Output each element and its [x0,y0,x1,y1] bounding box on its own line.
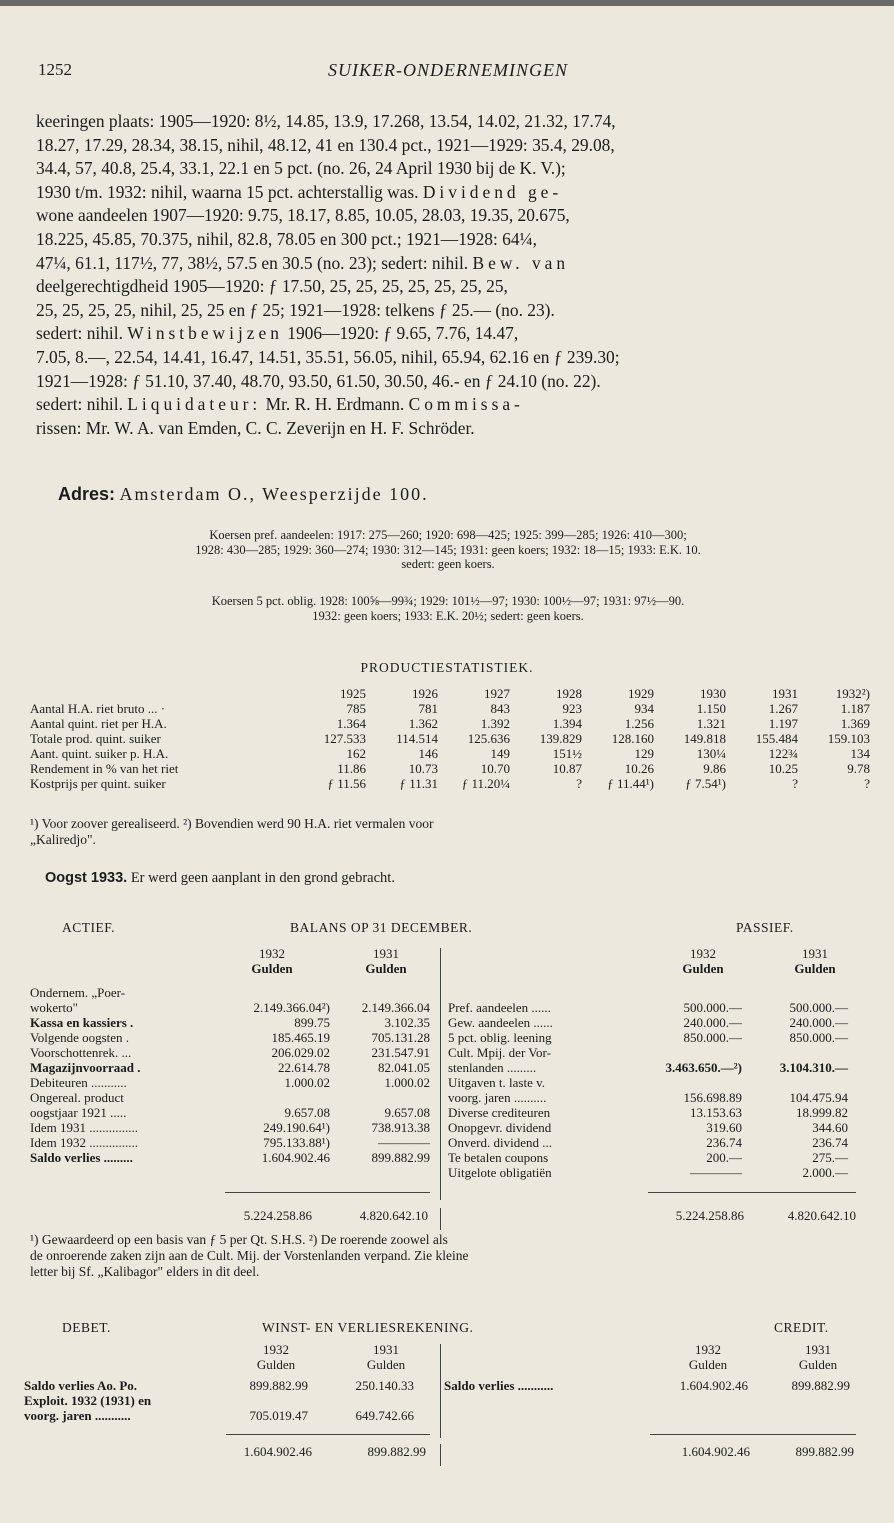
balans-total-1-left: 5.224.258.86 [243,1208,312,1223]
table-row [30,1150,430,1165]
table-row [448,1120,848,1135]
table-row [30,746,876,761]
year-head [240,1342,312,1372]
table-row [30,1030,430,1045]
value-cell: 500.000.— [789,1000,848,1015]
table-row [448,1045,848,1060]
body-text-span: Mr. R. H. Erdmann. [265,394,405,415]
row-label: Kostprijs per quint. suiker [30,776,166,791]
table-row [30,1135,430,1150]
value-cell: 134 [850,746,870,761]
value-cell: 128.160 [611,731,654,746]
value-cell: 10.87 [552,761,582,776]
body-text-span: sedert: nihil. [36,394,123,415]
table-row [24,1393,414,1408]
value-cell [742,1045,848,1060]
row-label: Rendement in % van het riet [30,761,179,776]
table-row [448,1060,848,1075]
value-cell: 236.74 [706,1135,742,1150]
sum-rule [226,1434,430,1435]
value-cell: 149 [490,746,510,761]
value-cell [638,985,742,1000]
year-label: 1932 [259,946,285,961]
body-line: 18.27, 17.29, 28.34, 38.15, nihil, 48.12, 41 en 130.4 pct., 1921—1929: 35.4, 29.08, [36,134,615,155]
value-cell: 1.321 [696,716,726,731]
oogst-label: Oogst 1933. [45,870,128,886]
value-cell: 1.187 [840,701,870,716]
table-row [30,1045,430,1060]
table-row [448,1015,848,1030]
value-cell: 114.514 [396,731,438,746]
value-cell: 200.— [706,1150,742,1165]
table-row [30,731,876,746]
value-cell: 3.463.650.—²) [665,1060,742,1075]
table-row [30,1075,430,1090]
value-cell: 10.70 [480,761,510,776]
column-divider [440,1444,441,1466]
table-row [24,1378,414,1393]
body-line [36,322,864,346]
value-cell: 899.882.99 [371,1150,430,1165]
value-cell: ———— [690,1165,742,1180]
balans-total-2-left: 4.820.642.10 [359,1208,428,1223]
table-row [30,1120,430,1135]
year-cell: 1927 [484,686,510,701]
value-cell: 10.26 [624,761,654,776]
value-cell: 899.882.99 [249,1378,308,1393]
body-line [36,252,864,276]
value-cell [330,985,430,1000]
row-label: 5 pct. oblig. leening [448,1030,552,1045]
heading-commissarissen: Commissa- [408,394,524,415]
value-cell: 649.742.66 [355,1408,414,1423]
actief-table [30,985,430,1165]
body-text [36,110,864,440]
table-row [448,1165,848,1180]
value-cell: 785 [346,701,366,716]
value-cell: 2.149.366.04²) [253,1000,330,1015]
koersen-line: Koersen pref. aandeelen: 1917: 275—260; 1920: 698—425; 1925: 399—285; 1926: 410—300; [209,528,687,542]
winst-total-2-right: 899.882.99 [795,1444,854,1459]
value-cell: ƒ 11.20¼ [461,776,510,791]
value-cell: 899.75 [294,1015,330,1030]
body-line: 25, 25, 25, 25, nihil, 25, 25 en ƒ 25; 1921—1928: telkens ƒ 25.— (no. 23). [36,299,555,320]
value-cell: ? [864,776,870,791]
row-label: stenlanden ......... [448,1060,537,1075]
value-cell: 127.533 [323,731,366,746]
balans-footnote [30,1232,868,1280]
year-head [772,946,858,976]
row-label: wokerto" [30,1000,78,1015]
address-value: Amsterdam O., Weesperzijde 100. [119,484,429,504]
empty-cell [30,686,300,701]
koersen-oblig [32,594,864,623]
row-label: Magazijnvoorraad . [30,1060,141,1075]
value-cell: 850.000.— [683,1030,742,1045]
sum-rule [650,1434,856,1435]
value-cell: 9.657.08 [384,1105,430,1120]
debet-table [24,1378,414,1423]
scan-top-edge [0,0,894,6]
unit-label: Gulden [688,1357,728,1372]
row-label: Aantal H.A. riet bruto ... · [30,701,166,716]
koersen-line: 1928: 430—285; 1929: 360—274; 1930: 312—145; 1931: geen koers; 1932: 18—15; 1933: E.K. 10. [195,542,701,557]
value-cell: 156.698.89 [683,1090,742,1105]
winst-title: WINST- EN VERLIESREKENING. [262,1320,474,1335]
row-label: Onverd. dividend ... [448,1135,552,1150]
value-cell: 9.78 [847,761,870,776]
row-label: Ongereal. product [30,1090,124,1105]
table-row [448,1000,848,1015]
footnote-line: ¹) Voor zoover gerealiseerd. ²) Bovendien werd 90 H.A. riet vermalen voor [30,816,434,831]
value-cell: 795.133.88¹) [263,1135,330,1150]
value-cell [220,1090,330,1105]
year-head [236,946,308,976]
passief-table [448,985,848,1180]
row-label: Debiteuren ........... [30,1075,127,1090]
balans-total-2-right: 4.820.642.10 [787,1208,856,1223]
table-row [448,985,848,1000]
koersen-line: sedert: geen koers. [401,557,495,572]
unit-label: Gulden [798,1357,838,1372]
value-cell: 155.484 [755,731,798,746]
table-row [30,1000,430,1015]
row-label: Volgende oogsten . [30,1030,130,1045]
value-cell: ? [792,776,798,791]
row-label [448,985,638,1000]
unit-label: Gulden [794,961,836,976]
row-label: Idem 1932 ............... [30,1135,138,1150]
year-cell: 1930 [700,686,726,701]
unit-label: Gulden [256,1357,296,1372]
value-cell: 1.364 [336,716,366,731]
year-label: 1931 [802,946,828,961]
row-label: Te betalen coupons [448,1150,549,1165]
body-line: rissen: Mr. W. A. van Emden, C. C. Zeverijn en H. F. Schröder. [36,417,475,438]
value-cell: ƒ 11.56 [327,776,366,791]
value-cell: 9.657.08 [284,1105,330,1120]
row-label: Saldo verlies ......... [30,1150,133,1165]
table-row [30,761,876,776]
footnote-line: de onroerende zaken zijn aan de Cult. Mij. der Vorstenlanden verpand. Zie kleine [30,1248,469,1263]
year-cell: 1932²) [835,686,870,701]
body-line: deelgerechtigdheid 1905—1920: ƒ 17.50, 25, 25, 25, 25, 25, 25, 25, [36,276,508,297]
value-cell: 22.614.78 [278,1060,330,1075]
body-text-span: 1930 t/m. 1932: nihil, waarna 15 pct. achterstallig was. [36,181,419,202]
value-cell: 1.604.902.46 [679,1378,748,1393]
page-header [38,60,858,86]
value-cell: 1.197 [768,716,798,731]
table-row [448,1135,848,1150]
value-cell [638,1075,742,1090]
row-label: oogstjaar 1921 ..... [30,1105,127,1120]
body-text-span: 47¼, 61.1, 117½, 77, 38½, 57.5 en 30.5 (no. 23); sedert: nihil. [36,252,469,273]
year-label: 1931 [805,1342,831,1357]
value-cell: 162 [346,746,366,761]
heading-liquidateur: Liquidateur: [127,394,262,415]
row-label: Saldo verlies ........... [444,1378,554,1393]
value-cell: 1.000.02 [284,1075,330,1090]
year-label: 1932 [690,946,716,961]
heading-winstbewijzen: Winstbewijzen [127,323,283,344]
winst-total-1-right: 1.604.902.46 [681,1444,750,1459]
row-label: Uitgaven t. laste v. [448,1075,545,1090]
value-cell: 923 [562,701,582,716]
heading-dividend: Dividend ge- [422,181,563,202]
value-cell: 3.102.35 [384,1015,430,1030]
value-cell: 2.000.— [802,1165,848,1180]
value-cell: 104.475.94 [789,1090,848,1105]
year-cell: 1928 [556,686,582,701]
balans-total-1-right: 5.224.258.86 [675,1208,744,1223]
row-label: Saldo verlies Ao. Po. [24,1378,138,1393]
value-cell: 236.74 [812,1135,848,1150]
year-head [350,946,422,976]
value-cell [742,985,848,1000]
value-cell: 240.000.— [789,1015,848,1030]
table-row [30,1090,430,1105]
value-cell: 130¼ [696,746,726,761]
value-cell: 1.392 [480,716,510,731]
sum-rule [648,1192,856,1193]
value-cell: 843 [490,701,510,716]
table-row [30,1015,430,1030]
table-row [448,1030,848,1045]
value-cell: 1.150 [696,701,726,716]
value-cell: 11.86 [337,761,366,776]
value-cell: 240.000.— [683,1015,742,1030]
value-cell: 1.362 [408,716,438,731]
running-title: SUIKER-ONDERNEMINGEN [328,60,568,80]
sum-rule [225,1192,430,1193]
table-row [30,1105,430,1120]
row-label: Onopgevr. dividend [448,1120,552,1135]
value-cell: ƒ 11.31 [399,776,438,791]
table-row [30,776,876,791]
body-line [36,181,864,205]
table-row [448,1090,848,1105]
balans-actief-head: ACTIEF. [62,920,116,935]
value-cell: 275.— [812,1150,848,1165]
row-label: Kassa en kassiers . [30,1015,134,1030]
value-cell: 9.86 [703,761,726,776]
footnote-line: „Kaliredjo". [30,832,96,847]
heading-bew: Bew. van [472,252,570,273]
value-cell: 149.818 [683,731,726,746]
row-label: Totale prod. quint. suiker [30,731,161,746]
value-cell: 705.131.28 [371,1030,430,1045]
value-cell: 1.000.02 [384,1075,430,1090]
body-text-span: wone aandeelen 1907—1920: 9.75, 18.17, 8.85, 10.05, 28.03, 19.35, 20.675, [36,205,570,226]
column-divider [440,1344,441,1438]
footnote-line: ¹) Gewaardeerd op een basis van ƒ 5 per Qt. S.H.S. ²) De roerende zoowel als [30,1232,448,1247]
row-label: voorg. jaren ........... [24,1408,131,1423]
table-row [448,1105,848,1120]
value-cell: 122¾ [768,746,798,761]
value-cell: 159.103 [827,731,870,746]
value-cell: 249.190.64¹) [263,1120,330,1135]
body-line: keeringen plaats: 1905—1920: 8½, 14.85, 13.9, 17.268, 13.54, 14.02, 21.32, 17.74, [36,111,616,131]
winst-debet-head: DEBET. [62,1320,111,1335]
productie-footnote [30,816,868,848]
year-head [672,1342,744,1372]
oogst-line [45,870,395,887]
row-label: Exploit. 1932 (1931) en [24,1393,152,1408]
value-cell: 1.394 [552,716,582,731]
table-row [448,1150,848,1165]
value-cell: 1.267 [768,701,798,716]
value-cell: 899.882.99 [791,1378,850,1393]
table-row [448,1075,848,1090]
value-cell: ƒ 7.54¹) [685,776,726,791]
body-line: 18.225, 45.85, 70.375, nihil, 82.8, 78.05 en 300 pct.; 1921—1928: 64¼, [36,228,537,249]
row-label: Aantal quint. riet per H.A. [30,716,167,731]
value-cell: 231.547.91 [371,1045,430,1060]
table-row [30,985,430,1000]
row-label: voorg. jaren .......... [448,1090,547,1105]
value-cell: 250.140.33 [355,1378,414,1393]
year-cell: 1926 [412,686,438,701]
value-cell: ———— [378,1135,430,1150]
year-head [782,1342,854,1372]
value-cell [220,985,330,1000]
footnote-line: letter bij Sf. „Kalibagor" elders in dit deel. [30,1264,260,1279]
year-label: 1932 [263,1342,289,1357]
value-cell [742,1075,848,1090]
value-cell: 10.73 [408,761,438,776]
row-label: Idem 1931 ............... [30,1120,138,1135]
value-cell: 1.604.902.46 [261,1150,330,1165]
value-cell [330,1090,430,1105]
value-cell: ? [576,776,582,791]
balans-passief-head: PASSIEF. [736,920,794,935]
credit-table [444,1378,850,1393]
body-text-span: sedert: nihil. [36,323,123,344]
productie-table [30,686,876,791]
address-label: Adres: [58,484,116,504]
table-row [444,1378,850,1393]
body-line [36,204,864,228]
unit-label: Gulden [366,1357,406,1372]
value-cell: 146 [418,746,438,761]
winst-credit-head: CREDIT. [774,1320,829,1335]
value-cell: 1.369 [840,716,870,731]
value-cell: 3.104.310.— [779,1060,848,1075]
value-cell: 781 [418,701,438,716]
value-cell: 705.019.47 [249,1408,308,1423]
column-divider [440,1208,441,1230]
value-cell: 125.636 [467,731,510,746]
value-cell [638,1045,742,1060]
value-cell: 18.999.82 [796,1105,848,1120]
oogst-text: Er werd geen aanplant in den grond gebracht. [130,870,395,886]
row-label: Gew. aandeelen ...... [448,1015,553,1030]
table-row [30,701,876,716]
value-cell: 13.153.63 [690,1105,742,1120]
value-cell: 206.029.02 [271,1045,330,1060]
value-cell: 129 [634,746,654,761]
table-row [24,1408,414,1423]
value-cell: ƒ 11.44¹) [607,776,654,791]
value-cell [220,1393,308,1408]
value-cell: 2.149.366.04 [361,1000,430,1015]
value-cell: 151½ [552,746,582,761]
page-number: 1252 [38,60,72,79]
productie-title: PRODUCTIESTATISTIEK. [360,660,534,675]
row-label: Uitgelote obligatiën [448,1165,552,1180]
value-cell [308,1393,414,1408]
body-line: 34.4, 57, 40.8, 25.4, 33.1, 22.1 en 5 pct. (no. 26, 24 April 1930 bij de K. V.); [36,158,566,179]
value-cell: 344.60 [812,1120,848,1135]
winst-total-2-left: 899.882.99 [367,1444,426,1459]
address-line [58,484,429,505]
value-cell: 185.465.19 [271,1030,330,1045]
row-label: Ondernem. „Poer- [30,985,126,1000]
koersen-line: Koersen 5 pct. oblig. 1928: 100⅝—99¾; 1929: 101½—97; 1930: 100½—97; 1931: 97½—90. [211,594,685,608]
year-label: 1931 [373,946,399,961]
value-cell: 738.913.38 [371,1120,430,1135]
koersen-line: 1932: geen koers; 1933: E.K. 20½; sedert: geen koers. [312,608,584,623]
value-cell: 139.829 [539,731,582,746]
body-line [36,393,864,417]
body-text-span: 1906—1920: ƒ 9.65, 7.76, 14.47, [287,323,519,344]
winst-total-1-left: 1.604.902.46 [243,1444,312,1459]
value-cell: 850.000.— [789,1030,848,1045]
row-label: Cult. Mpij. der Vor- [448,1045,551,1060]
body-line: 1921—1928: ƒ 51.10, 37.40, 48.70, 93.50, 61.50, 30.50, 46.- en ƒ 24.10 (no. 22). [36,370,601,391]
row-label: Pref. aandeelen ...... [448,1000,551,1015]
row-label: Voorschottenrek. ... [30,1045,132,1060]
year-label: 1932 [695,1342,721,1357]
koersen-pref [32,528,864,572]
unit-label: Gulden [251,961,293,976]
year-label: 1931 [373,1342,399,1357]
year-cell: 1925 [340,686,366,701]
year-cell: 1929 [628,686,654,701]
value-cell: 82.041.05 [378,1060,430,1075]
balans-title: BALANS OP 31 DECEMBER. [290,920,473,935]
productie-year-row [30,686,876,701]
value-cell: 1.256 [624,716,654,731]
unit-label: Gulden [682,961,724,976]
table-row [30,716,876,731]
year-cell: 1931 [772,686,798,701]
value-cell: 319.60 [706,1120,742,1135]
value-cell: 500.000.— [683,1000,742,1015]
value-cell: 934 [634,701,654,716]
body-line: 7.05, 8.—, 22.54, 14.41, 16.47, 14.51, 35.51, 56.05, nihil, 65.94, 62.16 en ƒ 239.30; [36,346,620,367]
value-cell: 10.25 [768,761,798,776]
table-row [30,1060,430,1075]
column-divider [440,948,441,1200]
unit-label: Gulden [365,961,407,976]
row-label: Diverse crediteuren [448,1105,551,1120]
year-head [660,946,746,976]
row-label: Aant. quint. suiker p. H.A. [30,746,169,761]
year-head [350,1342,422,1372]
